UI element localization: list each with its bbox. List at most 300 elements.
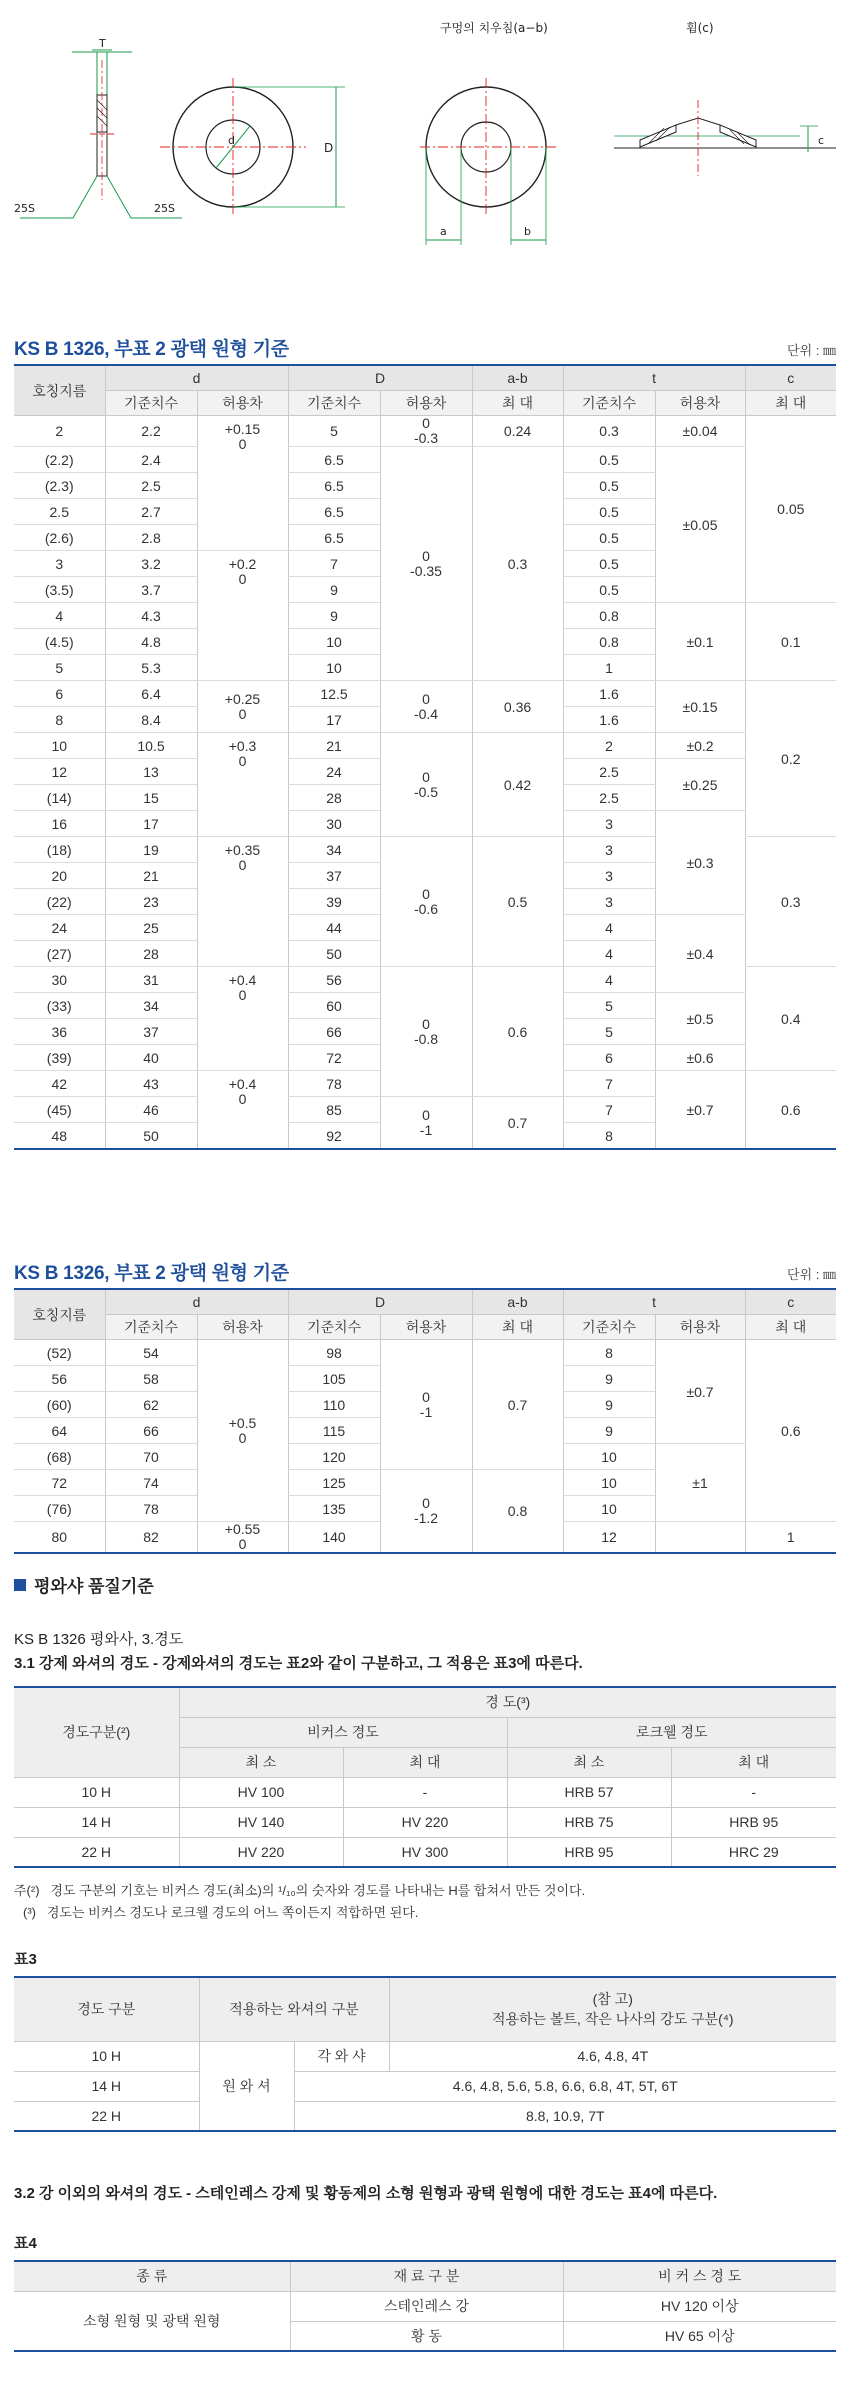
t-base-cell: 8	[563, 1123, 655, 1150]
quality-line1: KS B 1326 평와사, 3.경도	[14, 1631, 184, 1648]
D-base-cell: 140	[288, 1522, 380, 1554]
D-base-cell: 6.5	[288, 447, 380, 473]
col-t: t	[563, 365, 745, 391]
t3-washer-header: 적용하는 와셔의 구분	[199, 1977, 389, 2041]
D-tol-cell: 0 -0.8	[380, 967, 472, 1097]
ab-cell: 0.24	[472, 416, 563, 447]
D-base-cell: 24	[288, 759, 380, 785]
D-base-cell: 78	[288, 1071, 380, 1097]
D-base-cell: 60	[288, 993, 380, 1019]
d-tol-cell: +0.55 0	[197, 1522, 288, 1554]
t-base-cell: 0.5	[563, 577, 655, 603]
b-label: b	[524, 225, 531, 238]
table-row	[14, 2041, 836, 2071]
D-tol-cell: 0 -0.4	[380, 681, 472, 733]
c-cell: 0.6	[745, 1340, 836, 1522]
nominal-cell: (27)	[14, 941, 105, 967]
d-base-cell: 6.4	[105, 681, 197, 707]
sub-D-base: 기준치수	[288, 1315, 380, 1340]
D-base-cell: 39	[288, 889, 380, 915]
t-tol-cell: ±0.7	[655, 1340, 745, 1444]
table2-title: KS B 1326, 부표 2 광택 원형 기준	[14, 1263, 289, 1284]
washer-diagram	[0, 0, 850, 300]
d-base-cell: 40	[105, 1045, 197, 1071]
d-base-cell: 31	[105, 967, 197, 993]
d-base-cell: 54	[105, 1340, 197, 1366]
quality-line2: 3.1 강제 와셔의 경도 - 강제와셔의 경도는 표2와 같이 구분하고, 그 적용은 표3에 따른다.	[14, 1655, 583, 1672]
nominal-cell: (39)	[14, 1045, 105, 1071]
ab-cell: 0.36	[472, 681, 563, 733]
ab-cell: 0.3	[472, 447, 563, 681]
d-base-cell: 43	[105, 1071, 197, 1097]
D-tol-cell: 0 -0.6	[380, 837, 472, 967]
roughness-right-label: 25S	[154, 202, 175, 215]
t-base-cell: 2	[563, 733, 655, 759]
roughness-left-label: 25S	[14, 202, 35, 215]
t-base-cell: 1.6	[563, 681, 655, 707]
t-base-cell: 5	[563, 993, 655, 1019]
nominal-cell: 10	[14, 733, 105, 759]
nominal-cell: 64	[14, 1418, 105, 1444]
t-tol-cell: ±0.04	[655, 416, 745, 447]
D-base-cell: 56	[288, 967, 380, 993]
nominal-cell: (3.5)	[14, 577, 105, 603]
washer-section-view	[14, 37, 182, 218]
sub-t-tol: 허용차	[655, 1315, 745, 1340]
d-tol-cell: +0.15 0	[197, 416, 288, 551]
d-base-cell: 23	[105, 889, 197, 915]
sub-t-base: 기준치수	[563, 391, 655, 416]
col-ab: a-b	[472, 365, 563, 391]
non-steel-table	[14, 2260, 836, 2352]
d-base-cell: 2.5	[105, 473, 197, 499]
ab-cell: 0.6	[472, 967, 563, 1097]
t-base-cell: 7	[563, 1097, 655, 1123]
t-base-cell: 3	[563, 811, 655, 837]
table2-unit: 단위 : ㎜	[787, 1267, 836, 1282]
D-tol-cell: 0 -1.2	[380, 1470, 472, 1554]
D-base-cell: 34	[288, 837, 380, 863]
t-base-cell: 10	[563, 1470, 655, 1496]
D-base-cell: 92	[288, 1123, 380, 1150]
d-base-cell: 2.4	[105, 447, 197, 473]
table-row	[14, 1777, 836, 1807]
d-base-cell: 74	[105, 1470, 197, 1496]
d-base-cell: 25	[105, 915, 197, 941]
cell: -	[343, 1777, 507, 1807]
table1-title: KS B 1326, 부표 2 광택 원형 기준	[14, 339, 289, 360]
table4-label: 표4	[14, 2235, 37, 2252]
d-base-cell: 2.8	[105, 525, 197, 551]
table-row	[14, 1340, 836, 1366]
d-base-cell: 46	[105, 1097, 197, 1123]
hardness-class-header: 경도구분(²)	[14, 1687, 179, 1777]
t-base-cell: 0.8	[563, 603, 655, 629]
d-base-cell: 3.2	[105, 551, 197, 577]
D-tol-cell: 0 -0.3	[380, 416, 472, 447]
cell: 10 H	[14, 1777, 179, 1807]
sub-d-base: 기준치수	[105, 1315, 197, 1340]
t-tol-cell: ±0.25	[655, 759, 745, 811]
d-base-cell: 78	[105, 1496, 197, 1522]
D-base-cell: 98	[288, 1340, 380, 1366]
t-base-cell: 12	[563, 1522, 655, 1554]
t-tol-cell: ±0.7	[655, 1071, 745, 1150]
sub-D-tol: 허용차	[380, 391, 472, 416]
sub-D-tol: 허용차	[380, 1315, 472, 1340]
t-tol-cell: ±0.05	[655, 447, 745, 603]
cell: HRC 29	[671, 1837, 836, 1867]
cell: 14 H	[14, 1807, 179, 1837]
d-base-cell: 3.7	[105, 577, 197, 603]
rockwell-max-header: 최 대	[671, 1747, 836, 1777]
d-base-cell: 70	[105, 1444, 197, 1470]
nominal-cell: (60)	[14, 1392, 105, 1418]
curvature-view	[614, 20, 836, 176]
round-washer-cell: 원 와 셔	[199, 2041, 294, 2131]
nominal-cell: 6	[14, 681, 105, 707]
nominal-cell: 8	[14, 707, 105, 733]
D-tol-cell: 0 -0.5	[380, 733, 472, 837]
cell: HV 220	[179, 1837, 343, 1867]
nominal-cell: (22)	[14, 889, 105, 915]
eccentricity-view	[420, 20, 556, 245]
d-tol-cell: +0.25 0	[197, 681, 288, 733]
c-cell: 0.05	[745, 416, 836, 603]
t4-material-header: 재 료 구 분	[290, 2261, 563, 2291]
t-base-cell: 0.5	[563, 473, 655, 499]
t3-ref-header	[389, 1977, 836, 2041]
col-t: t	[563, 1289, 745, 1315]
d-base-cell: 82	[105, 1522, 197, 1554]
t-base-cell: 0.5	[563, 499, 655, 525]
t-base-cell: 0.5	[563, 525, 655, 551]
nominal-cell: 48	[14, 1123, 105, 1150]
quality-line3: 3.2 강 이외의 와셔의 경도 - 스테인레스 강제 및 황동제의 소형 원형과 광택 원형에 대한 경도는 표4에 따른다.	[14, 2185, 718, 2202]
d-base-cell: 13	[105, 759, 197, 785]
sub-d-tol: 허용차	[197, 391, 288, 416]
rockwell-header: 로크웰 경도	[507, 1717, 836, 1747]
D-base-cell: 6.5	[288, 499, 380, 525]
table1-body	[14, 416, 836, 1150]
d-tol-cell: +0.35 0	[197, 837, 288, 967]
d-base-cell: 34	[105, 993, 197, 1019]
nominal-cell: 5	[14, 655, 105, 681]
t-base-cell: 3	[563, 863, 655, 889]
t3-class-header: 경도 구분	[14, 1977, 199, 2041]
D-base-cell: 28	[288, 785, 380, 811]
d-base-cell: 19	[105, 837, 197, 863]
quality-heading	[14, 1572, 154, 1597]
c-cell: 0.6	[745, 1071, 836, 1150]
hardness-header: 경 도(³)	[179, 1687, 836, 1717]
t-tol-cell: ±0.6	[655, 1045, 745, 1071]
c-cell: 0.2	[745, 681, 836, 837]
rockwell-min-header: 최 소	[507, 1747, 671, 1777]
cell: HV 140	[179, 1807, 343, 1837]
cell: 4.6, 4.8, 4T	[389, 2041, 836, 2071]
table-row	[14, 1837, 836, 1867]
washer-front-view	[160, 78, 345, 216]
D-base-cell: 37	[288, 863, 380, 889]
sub-ab-max: 최 대	[472, 1315, 563, 1340]
cell: 22 H	[14, 1837, 179, 1867]
sub-d-base: 기준치수	[105, 391, 197, 416]
D-base-cell: 6.5	[288, 473, 380, 499]
cell: 4.6, 4.8, 5.6, 5.8, 6.6, 6.8, 4T, 5T, 6T	[294, 2071, 836, 2101]
c-cell: 1	[745, 1522, 836, 1554]
t4-vickers-header: 비 커 스 경 도	[563, 2261, 836, 2291]
d-base-cell: 8.4	[105, 707, 197, 733]
t-tol-cell: ±0.5	[655, 993, 745, 1045]
table-row	[14, 416, 836, 447]
t3-ref-title: (참 고)	[592, 1991, 633, 2008]
col-D: D	[288, 365, 472, 391]
nominal-cell: (2.6)	[14, 525, 105, 551]
cell: HRB 95	[671, 1807, 836, 1837]
nominal-cell: (4.5)	[14, 629, 105, 655]
d-tol-cell: +0.4 0	[197, 967, 288, 1071]
nominal-cell: 42	[14, 1071, 105, 1097]
inner-dia-label: d	[228, 134, 235, 147]
nominal-cell: (45)	[14, 1097, 105, 1123]
vickers-min-header: 최 소	[179, 1747, 343, 1777]
ab-cell: 0.42	[472, 733, 563, 837]
c-cell: 0.4	[745, 967, 836, 1071]
square-washer-cell: 각 와 샤	[294, 2041, 389, 2071]
D-tol-cell: 0 -0.35	[380, 447, 472, 681]
nominal-cell: 80	[14, 1522, 105, 1554]
D-base-cell: 85	[288, 1097, 380, 1123]
d-tol-cell: +0.2 0	[197, 551, 288, 681]
t-tol-cell: ±0.2	[655, 733, 745, 759]
t-tol-cell: ±0.4	[655, 915, 745, 993]
kind-cell: 소형 원형 및 광택 원형	[14, 2291, 290, 2351]
sub-t-tol: 허용차	[655, 391, 745, 416]
sub-d-tol: 허용차	[197, 1315, 288, 1340]
nominal-cell: 30	[14, 967, 105, 993]
d-base-cell: 62	[105, 1392, 197, 1418]
nominal-cell: 20	[14, 863, 105, 889]
sub-c-max: 최 대	[745, 1315, 836, 1340]
cell: 10 H	[14, 2041, 199, 2071]
t-base-cell: 9	[563, 1392, 655, 1418]
application-table	[14, 1976, 836, 2132]
nominal-cell: 2	[14, 416, 105, 447]
d-base-cell: 17	[105, 811, 197, 837]
ab-cell: 0.5	[472, 837, 563, 967]
nominal-cell: 36	[14, 1019, 105, 1045]
square-bullet-icon	[14, 1579, 26, 1591]
table-row	[14, 1807, 836, 1837]
D-base-cell: 10	[288, 629, 380, 655]
t-base-cell: 6	[563, 1045, 655, 1071]
col-d: d	[105, 1289, 288, 1315]
thickness-label: T	[99, 37, 106, 50]
cell: HV 100	[179, 1777, 343, 1807]
table2-body	[14, 1340, 836, 1554]
hardness-table	[14, 1686, 836, 1868]
t-base-cell: 10	[563, 1496, 655, 1522]
d-base-cell: 58	[105, 1366, 197, 1392]
t-base-cell: 7	[563, 1071, 655, 1097]
nominal-cell: (76)	[14, 1496, 105, 1522]
table-row	[14, 2291, 836, 2321]
note1-text: 경도 구분의 기호는 비커스 경도(최소)의 ¹/₁₀의 숫자와 경도를 나타내는 H를 합쳐서 만든 것이다.	[50, 1883, 586, 1898]
D-base-cell: 135	[288, 1496, 380, 1522]
sub-t-base: 기준치수	[563, 1315, 655, 1340]
t-tol-cell	[655, 1522, 745, 1554]
t-base-cell: 4	[563, 915, 655, 941]
t3-ref-subtitle: 적용하는 볼트, 작은 나사의 강도 구분(⁴)	[491, 2011, 734, 2028]
eccentricity-title: 구멍의 치우침(a−b)	[440, 21, 548, 35]
t-tol-cell: ±0.3	[655, 811, 745, 915]
d-base-cell: 2.7	[105, 499, 197, 525]
t-base-cell: 4	[563, 941, 655, 967]
D-base-cell: 105	[288, 1366, 380, 1392]
cell: HRB 95	[507, 1837, 671, 1867]
col-c: c	[745, 1289, 836, 1315]
cell: -	[671, 1777, 836, 1807]
ab-cell: 0.8	[472, 1470, 563, 1554]
D-base-cell: 30	[288, 811, 380, 837]
cell: HRB 75	[507, 1807, 671, 1837]
ab-cell: 0.7	[472, 1097, 563, 1150]
nominal-cell: (68)	[14, 1444, 105, 1470]
nominal-cell: 24	[14, 915, 105, 941]
note2-text: 경도는 비커스 경도나 로크웰 경도의 어느 쪽이든지 적합하면 된다.	[46, 1905, 419, 1920]
cell: HV 120 이상	[563, 2291, 836, 2321]
sub-c-max: 최 대	[745, 391, 836, 416]
table1-unit: 단위 : ㎜	[787, 343, 836, 358]
d-base-cell: 28	[105, 941, 197, 967]
t-base-cell: 0.3	[563, 416, 655, 447]
D-base-cell: 9	[288, 577, 380, 603]
t-base-cell: 5	[563, 1019, 655, 1045]
t-base-cell: 3	[563, 889, 655, 915]
col-d: d	[105, 365, 288, 391]
cell: HV 65 이상	[563, 2321, 836, 2351]
d-base-cell: 37	[105, 1019, 197, 1045]
table-row	[14, 2071, 836, 2101]
cell: HRB 57	[507, 1777, 671, 1807]
t-base-cell: 9	[563, 1418, 655, 1444]
t-base-cell: 4	[563, 967, 655, 993]
nominal-cell: 4	[14, 603, 105, 629]
d-tol-cell: +0.3 0	[197, 733, 288, 837]
sub-ab-max: 최 대	[472, 391, 563, 416]
D-base-cell: 7	[288, 551, 380, 577]
t-base-cell: 2.5	[563, 785, 655, 811]
note1	[14, 1880, 585, 1899]
d-base-cell: 15	[105, 785, 197, 811]
D-base-cell: 125	[288, 1470, 380, 1496]
cell: 14 H	[14, 2071, 199, 2101]
D-base-cell: 17	[288, 707, 380, 733]
table-row	[14, 2101, 836, 2131]
col-c: c	[745, 365, 836, 391]
nominal-cell: 3	[14, 551, 105, 577]
col-nominal: 호칭지름	[14, 365, 105, 416]
cell: HV 220	[343, 1807, 507, 1837]
d-base-cell: 2.2	[105, 416, 197, 447]
D-base-cell: 6.5	[288, 525, 380, 551]
t-base-cell: 8	[563, 1340, 655, 1366]
nominal-cell: (52)	[14, 1340, 105, 1366]
col-nominal: 호칭지름	[14, 1289, 105, 1340]
col-D: D	[288, 1289, 472, 1315]
nominal-cell: 72	[14, 1470, 105, 1496]
c-cell: 0.3	[745, 837, 836, 967]
d-base-cell: 50	[105, 1123, 197, 1150]
nominal-cell: (2.3)	[14, 473, 105, 499]
D-tol-cell: 0 -1	[380, 1097, 472, 1150]
D-base-cell: 9	[288, 603, 380, 629]
t-base-cell: 3	[563, 837, 655, 863]
nominal-cell: (33)	[14, 993, 105, 1019]
nominal-cell: (2.2)	[14, 447, 105, 473]
d-base-cell: 4.3	[105, 603, 197, 629]
d-base-cell: 10.5	[105, 733, 197, 759]
t-base-cell: 0.5	[563, 551, 655, 577]
cell: HV 300	[343, 1837, 507, 1867]
quality-heading-text: 평와샤 품질기준	[34, 1577, 154, 1596]
D-base-cell: 21	[288, 733, 380, 759]
D-base-cell: 5	[288, 416, 380, 447]
col-ab: a-b	[472, 1289, 563, 1315]
nominal-cell: 16	[14, 811, 105, 837]
d-base-cell: 21	[105, 863, 197, 889]
note2	[14, 1902, 418, 1921]
t-base-cell: 0.5	[563, 447, 655, 473]
D-base-cell: 72	[288, 1045, 380, 1071]
d-base-cell: 4.8	[105, 629, 197, 655]
D-base-cell: 110	[288, 1392, 380, 1418]
vickers-header: 비커스 경도	[179, 1717, 507, 1747]
D-base-cell: 44	[288, 915, 380, 941]
D-base-cell: 12.5	[288, 681, 380, 707]
D-base-cell: 50	[288, 941, 380, 967]
t-base-cell: 1.6	[563, 707, 655, 733]
D-base-cell: 66	[288, 1019, 380, 1045]
vickers-max-header: 최 대	[343, 1747, 507, 1777]
a-label: a	[440, 225, 447, 238]
t-base-cell: 10	[563, 1444, 655, 1470]
nominal-cell: (14)	[14, 785, 105, 811]
sub-D-base: 기준치수	[288, 391, 380, 416]
note2-mark: (³)	[23, 1905, 36, 1920]
D-base-cell: 10	[288, 655, 380, 681]
nominal-cell: 56	[14, 1366, 105, 1392]
cell: 황 동	[290, 2321, 563, 2351]
table-row	[14, 733, 836, 759]
t-base-cell: 2.5	[563, 759, 655, 785]
table3-label: 표3	[14, 1951, 37, 1968]
outer-dia-label: D	[324, 141, 334, 155]
curvature-title: 휨(c)	[686, 21, 714, 35]
nominal-cell: (18)	[14, 837, 105, 863]
D-base-cell: 120	[288, 1444, 380, 1470]
t-tol-cell: ±0.15	[655, 681, 745, 733]
d-base-cell: 5.3	[105, 655, 197, 681]
table2	[14, 1288, 836, 1554]
d-tol-cell: +0.5 0	[197, 1340, 288, 1522]
table1	[14, 364, 836, 1150]
t-tol-cell: ±0.1	[655, 603, 745, 681]
t-base-cell: 1	[563, 655, 655, 681]
d-base-cell: 66	[105, 1418, 197, 1444]
t-base-cell: 9	[563, 1366, 655, 1392]
